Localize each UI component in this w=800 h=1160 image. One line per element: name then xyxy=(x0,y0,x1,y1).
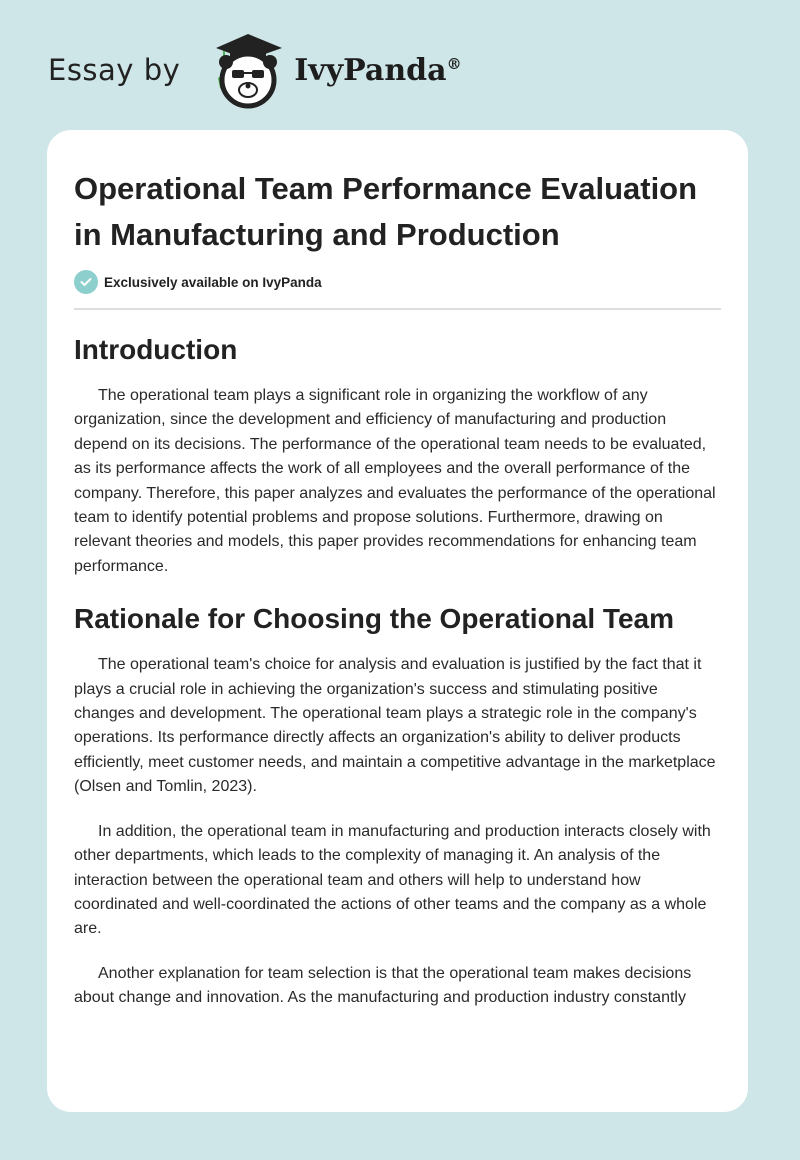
section-heading: Introduction xyxy=(74,334,238,365)
paragraph: The operational team's choice for analysis and evaluation is justified by the fact that it plays a crucial role in achieving the organization's success and stimulating positive changes and development. The operational team plays a strategic role in the company's operations. Its performance directly affects an organization's ability to deliver products efficiently, meet customer needs, and maintain a competitive advantage in the marketplace (Olsen and Tomlin, 2023). xyxy=(74,656,716,796)
paragraph: In addition, the operational team in manufacturing and production interacts closely with other departments, which leads to the complexity of managing it. An analysis of the interaction between the operational team and others will help to understand how coordinated and well-coordinated the actions of other teams and the company as a whole are. xyxy=(74,822,711,938)
brand-name[interactable]: IvyPanda® xyxy=(294,52,462,88)
essay-by-label: Essay by xyxy=(48,53,181,87)
exclusive-badge xyxy=(74,270,721,294)
essay-card xyxy=(47,130,748,1112)
section-heading: Rationale for Choosing the Operational Team xyxy=(74,603,674,635)
paragraph: Another explanation for team selection is that the operational team makes decisions about change and innovation. As the manufacturing and production industry constantly xyxy=(74,964,692,1007)
panda-logo-icon[interactable] xyxy=(198,30,288,110)
exclusive-label: Exclusively available on IvyPanda xyxy=(104,274,322,290)
divider xyxy=(74,308,721,310)
check-icon xyxy=(74,270,98,294)
essay-title: Operational Team Performance Evaluation in Manufacturing and Production xyxy=(74,171,698,252)
paragraph: The operational team plays a significant role in organizing the workflow of any organization, since the development and efficiency of manufacturing and production depend on its decisions. The performance of the operational team needs to be evaluated, as its performance affects the work of all employees and the overall performance of the company. Therefore, this paper analyzes and evaluates the performance of the operational team to identify potential problems and propose solutions. Furthermore, drawing on relevant theories and models, this paper provides recommendations for enhancing team performance. xyxy=(74,387,716,575)
site-header xyxy=(48,30,462,110)
